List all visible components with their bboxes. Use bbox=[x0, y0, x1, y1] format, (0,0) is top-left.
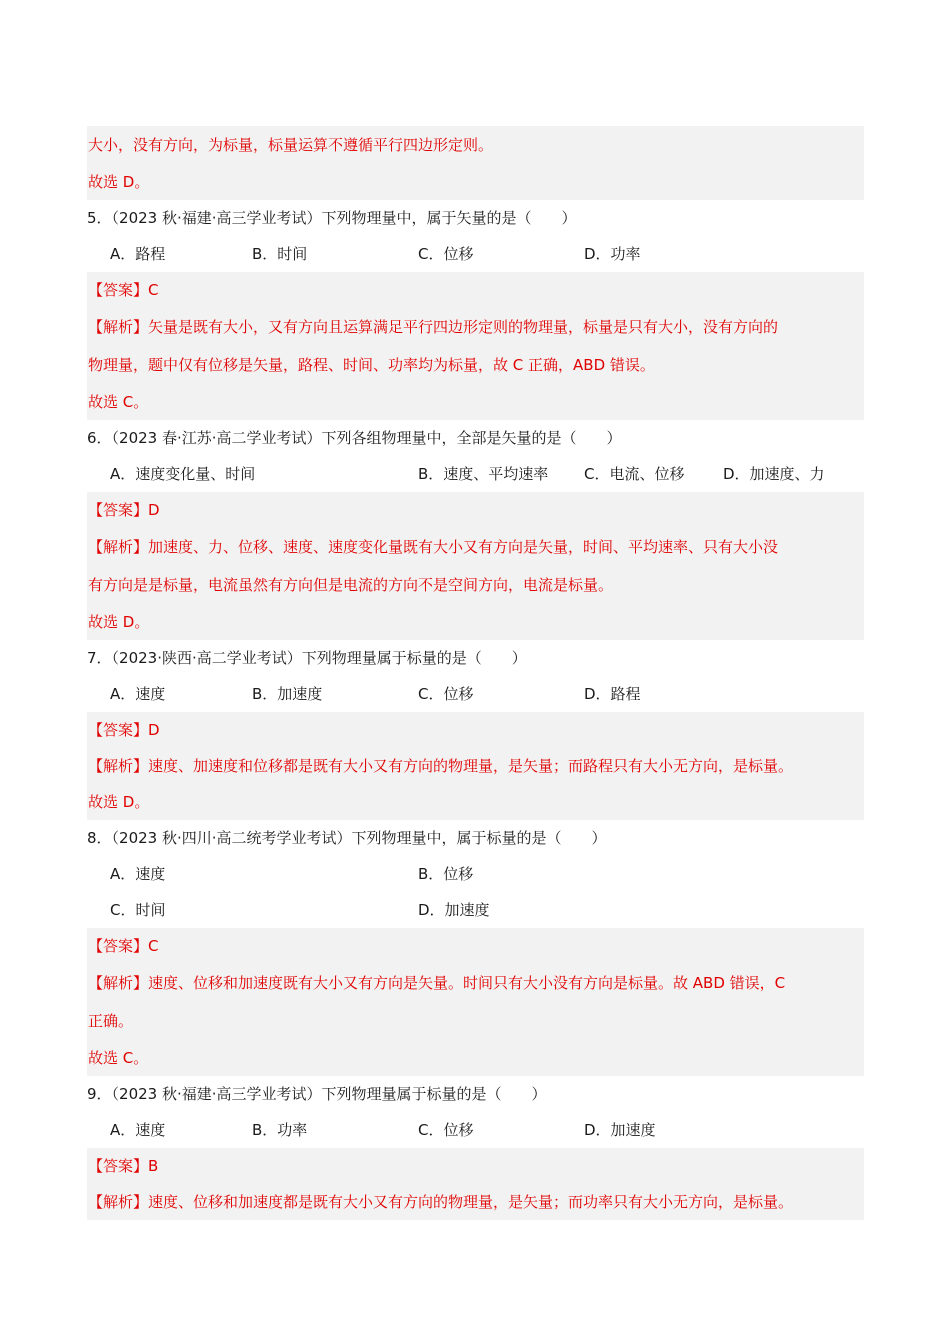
question-7-options bbox=[87, 676, 864, 712]
question-6-stem: 6．（2023 春·江苏·高二学业考试）下列各组物理量中，全部是矢量的是（ ） bbox=[87, 429, 622, 447]
answer-line: 【答案】C bbox=[88, 281, 159, 299]
option-d: D．加速度、力 bbox=[723, 465, 825, 483]
document-page bbox=[87, 126, 864, 1220]
question-6-options bbox=[87, 456, 864, 492]
option-d: D．路程 bbox=[584, 685, 641, 703]
conclusion-line: 故选 D。 bbox=[88, 793, 150, 811]
analysis-line: 【解析】加速度、力、位移、速度、速度变化量既有大小又有方向是矢量，时间、平均速率、只有大小没 bbox=[88, 538, 779, 556]
option-c: C．位移 bbox=[418, 1121, 474, 1139]
option-b: B．加速度 bbox=[252, 685, 323, 703]
question-8-options-row1 bbox=[87, 856, 864, 892]
option-d: D．加速度 bbox=[584, 1121, 656, 1139]
answer-line: 【答案】C bbox=[88, 937, 159, 955]
analysis-line: 有方向是是标量，电流虽然有方向但是电流的方向不是空间方向，电流是标量。 bbox=[88, 576, 614, 594]
option-a: A．速度变化量、时间 bbox=[110, 465, 256, 483]
option-a: A．速度 bbox=[110, 865, 166, 883]
option-b: B．功率 bbox=[252, 1121, 308, 1139]
question-5-options bbox=[87, 236, 864, 272]
analysis-line: 【解析】速度、位移和加速度既有大小又有方向是矢量。时间只有大小没有方向是标量。故 ABD 错误，C bbox=[88, 974, 786, 992]
option-a: A．路程 bbox=[110, 245, 166, 263]
conclusion-line: 故选 D。 bbox=[88, 173, 150, 191]
option-a: A．速度 bbox=[110, 1121, 166, 1139]
option-b: B．速度、平均速率 bbox=[418, 465, 549, 483]
answer-line: 【答案】B bbox=[88, 1157, 159, 1175]
question-7-solution bbox=[87, 712, 864, 820]
answer-line: 【答案】D bbox=[88, 721, 160, 739]
question-8-options-row2 bbox=[87, 892, 864, 928]
analysis-line: 大小，没有方向，为标量，标量运算不遵循平行四边形定则。 bbox=[88, 136, 494, 154]
analysis-line: 正确。 bbox=[88, 1012, 134, 1030]
previous-analysis-band bbox=[87, 126, 864, 200]
option-a: A．速度 bbox=[110, 685, 166, 703]
option-c: C．时间 bbox=[110, 901, 166, 919]
option-b: B．时间 bbox=[252, 245, 308, 263]
option-d: D．加速度 bbox=[418, 901, 490, 919]
conclusion-line: 故选 C。 bbox=[88, 393, 149, 411]
question-9-options bbox=[87, 1112, 864, 1148]
option-d: D．功率 bbox=[584, 245, 641, 263]
option-c: C．电流、位移 bbox=[584, 465, 685, 483]
conclusion-line: 故选 C。 bbox=[88, 1049, 149, 1067]
question-7-stem: 7．（2023·陕西·高二学业考试）下列物理量属于标量的是（ ） bbox=[87, 649, 527, 667]
option-c: C．位移 bbox=[418, 245, 474, 263]
question-5-solution bbox=[87, 272, 864, 420]
question-9-solution bbox=[87, 1148, 864, 1220]
conclusion-line: 故选 D。 bbox=[88, 613, 150, 631]
question-9-stem: 9．（2023 秋·福建·高三学业考试）下列物理量属于标量的是（ ） bbox=[87, 1085, 547, 1103]
analysis-line: 【解析】矢量是既有大小，又有方向且运算满足平行四边形定则的物理量，标量是只有大小，没有方向的 bbox=[88, 318, 779, 336]
option-b: B．位移 bbox=[418, 865, 474, 883]
analysis-line: 【解析】速度、位移和加速度都是既有大小又有方向的物理量，是矢量；而功率只有大小无方向，是标量。 bbox=[88, 1193, 794, 1211]
analysis-line: 【解析】速度、加速度和位移都是既有大小又有方向的物理量，是矢量；而路程只有大小无方向，是标量。 bbox=[88, 757, 794, 775]
question-6-solution bbox=[87, 492, 864, 640]
question-8-solution bbox=[87, 928, 864, 1076]
question-8-stem: 8．（2023 秋·四川·高二统考学业考试）下列物理量中，属于标量的是（ ） bbox=[87, 829, 607, 847]
question-5-stem: 5．（2023 秋·福建·高三学业考试）下列物理量中，属于矢量的是（ ） bbox=[87, 209, 577, 227]
answer-line: 【答案】D bbox=[88, 501, 160, 519]
analysis-line: 物理量，题中仅有位移是矢量，路程、时间、功率均为标量，故 C 正确，ABD 错误。 bbox=[88, 356, 655, 374]
option-c: C．位移 bbox=[418, 685, 474, 703]
